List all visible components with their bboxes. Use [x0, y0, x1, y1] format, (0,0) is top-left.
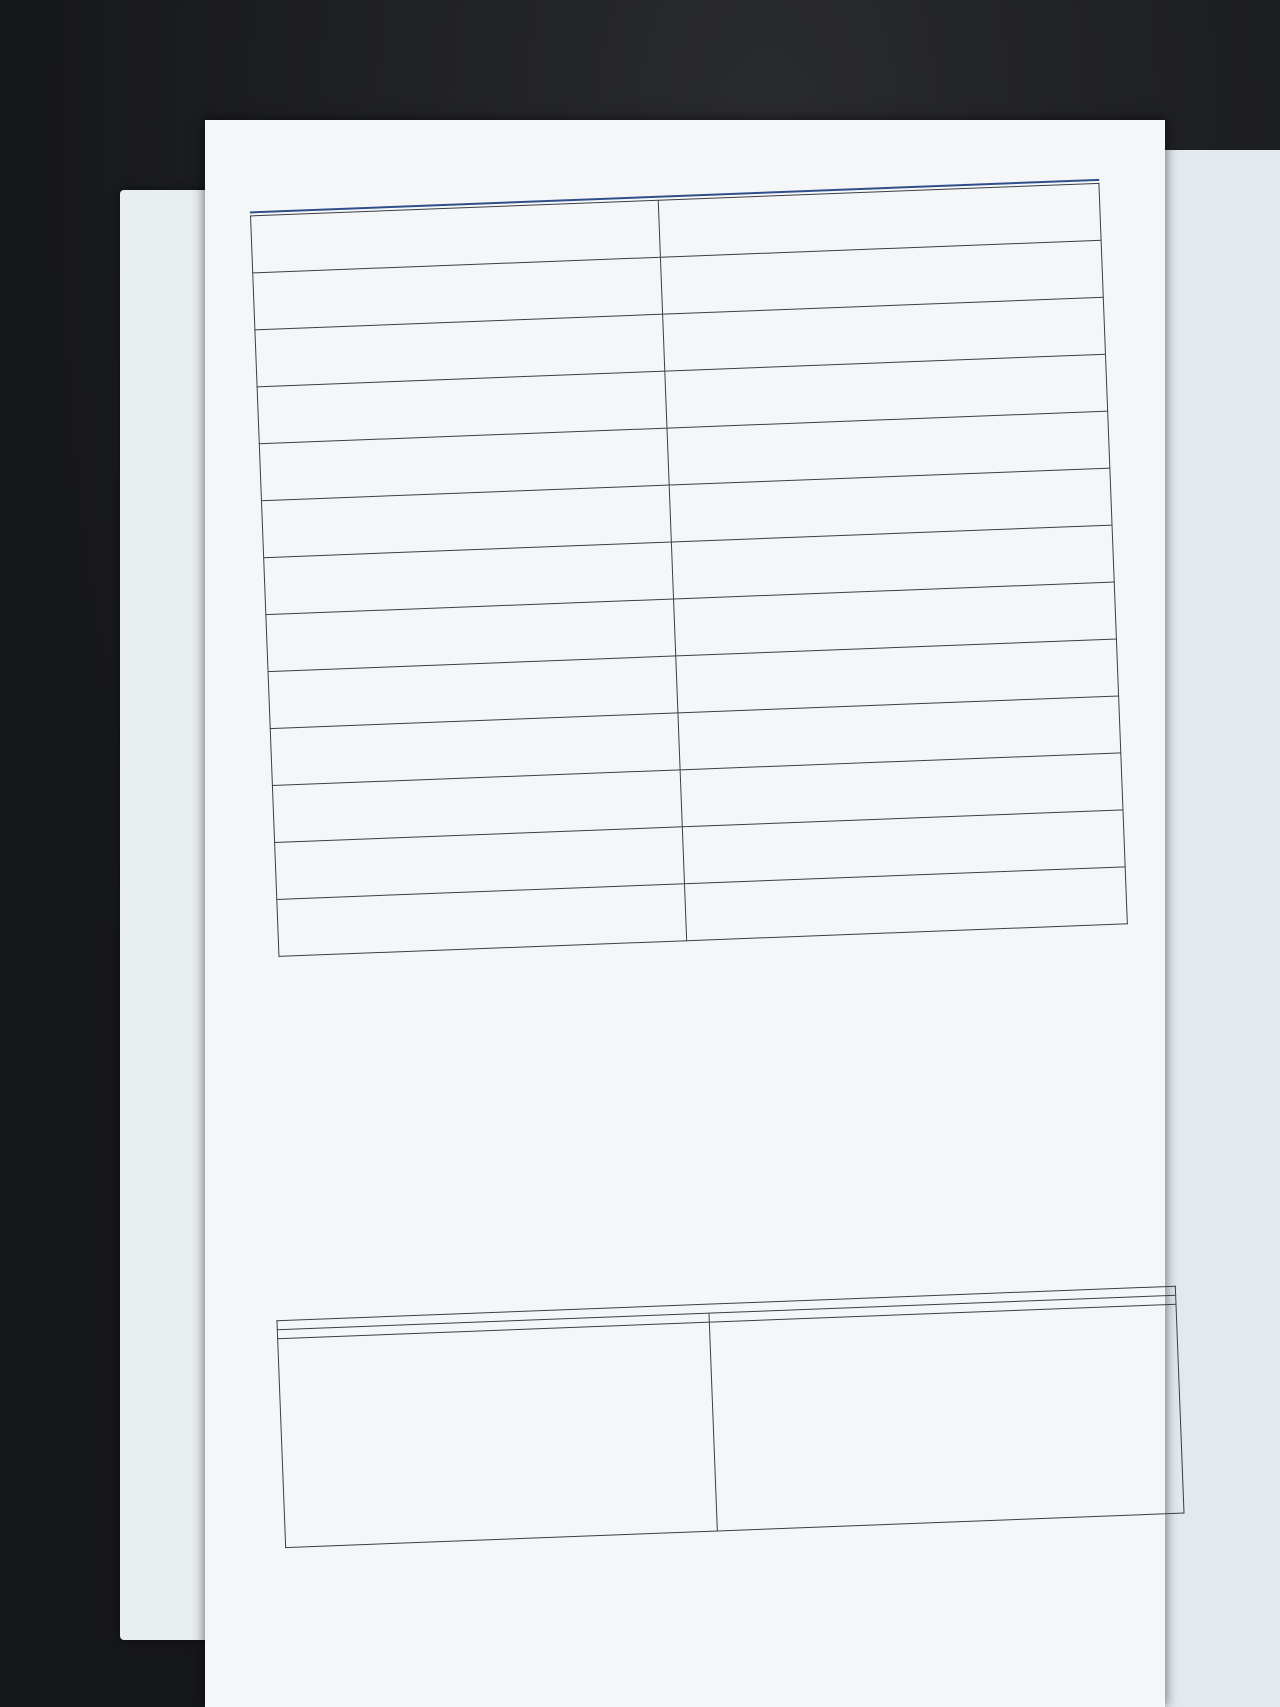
km-reading-label — [284, 866, 285, 886]
right-item-label — [697, 730, 698, 750]
right-item-label — [701, 844, 702, 864]
next-left-body — [278, 1322, 717, 1547]
left-item-label — [278, 461, 279, 481]
right-item-label — [681, 331, 682, 351]
next-service-table — [276, 1286, 1184, 1548]
extra-work-field[interactable] — [717, 1349, 1171, 1366]
service-form — [262, 183, 1152, 1534]
left-item-label — [281, 518, 282, 538]
right-item-label — [683, 388, 684, 408]
right-item-label — [679, 275, 680, 295]
right-item-label — [699, 787, 700, 807]
next-extra-date-field[interactable] — [717, 1349, 1171, 1366]
right-item-label — [688, 502, 689, 522]
next-date-field[interactable] — [285, 1349, 703, 1365]
next-km-field[interactable] — [285, 1349, 703, 1365]
left-item-label — [285, 632, 286, 652]
next-right-body — [709, 1304, 1184, 1531]
left-item-label — [289, 746, 290, 766]
right-item-label — [694, 673, 695, 693]
left-item-label — [272, 290, 273, 310]
km-reading-value[interactable] — [313, 849, 315, 889]
right-item-label — [686, 445, 687, 465]
right-item-label — [692, 616, 693, 636]
left-item-label — [287, 689, 288, 709]
service-table — [250, 183, 1128, 957]
or-label — [717, 1349, 1171, 1366]
page-footer — [215, 1650, 241, 1671]
service-date-value[interactable] — [311, 793, 313, 833]
next-extra-km-field[interactable] — [717, 1349, 1171, 1366]
right-item-label — [733, 890, 735, 930]
right-item-label — [690, 559, 691, 579]
left-item-label — [274, 347, 275, 367]
left-item-label — [283, 575, 284, 595]
left-item-label — [276, 404, 277, 424]
service-date-label — [282, 809, 283, 829]
or-label — [285, 1349, 703, 1365]
